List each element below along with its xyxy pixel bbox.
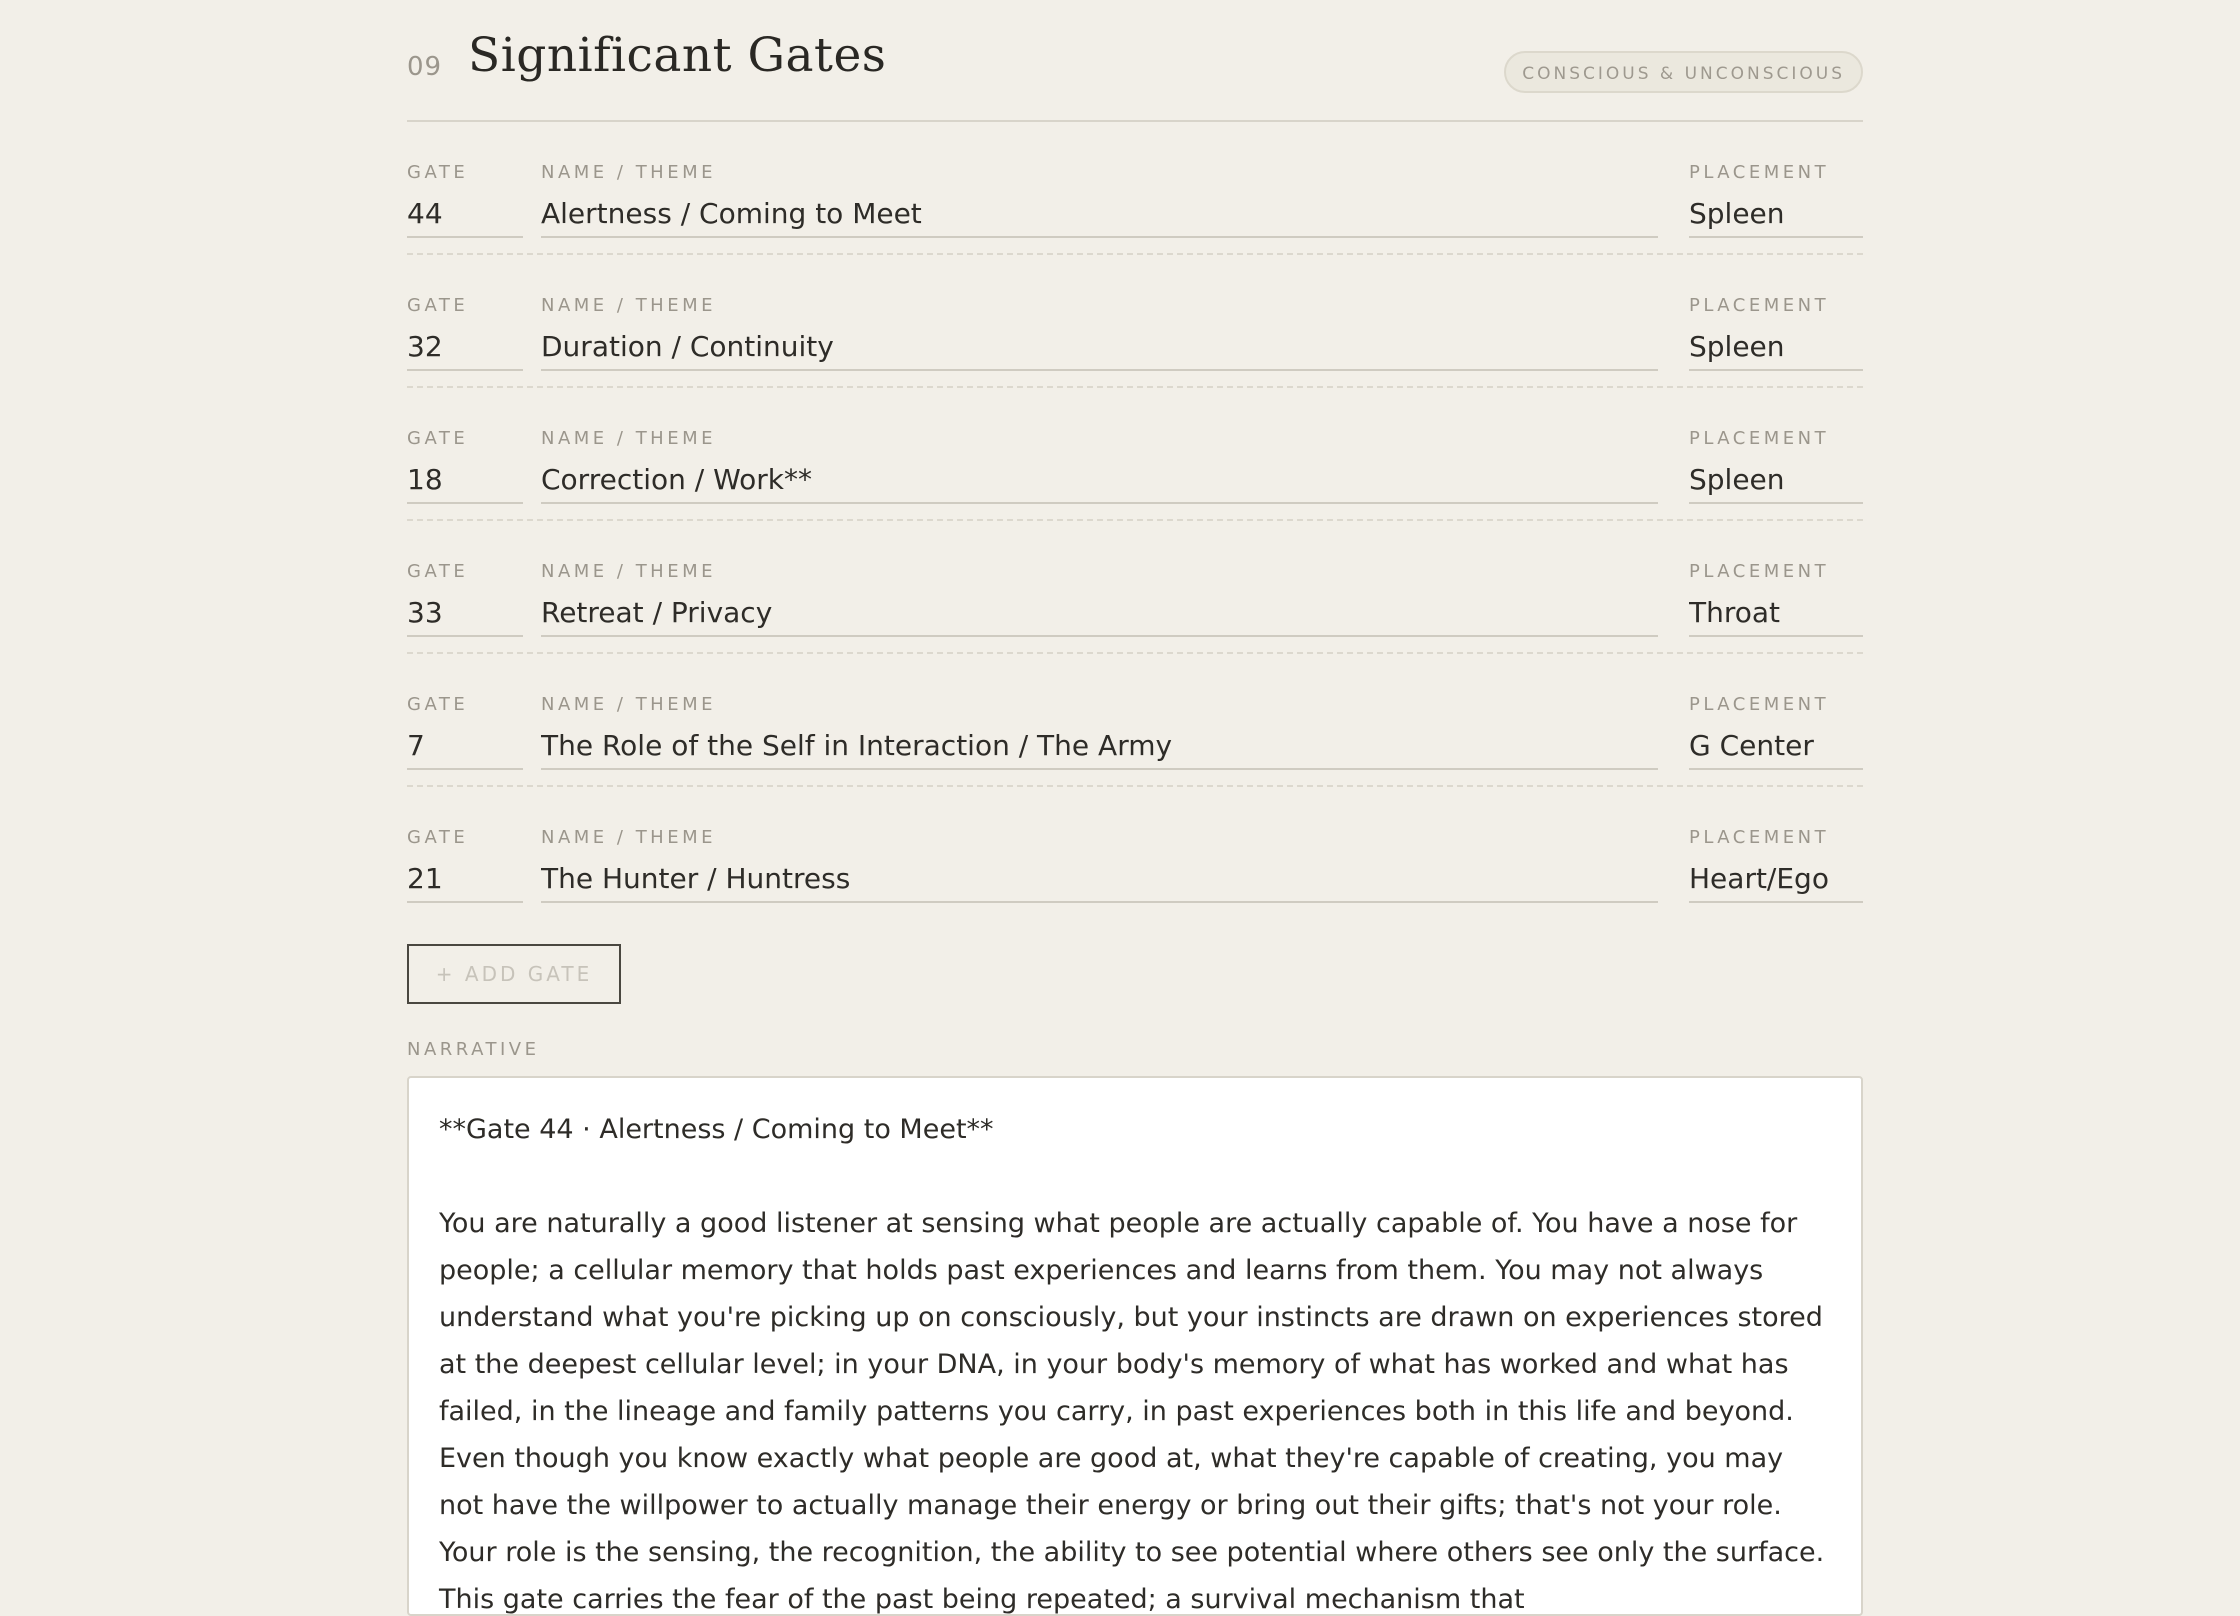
gate-row <box>407 255 1863 388</box>
narrative-label: NARRATIVE <box>407 1039 540 1060</box>
significant-gates-section <box>407 0 1863 1615</box>
gates-list <box>407 122 1863 918</box>
conscious-unconscious-badge: CONSCIOUS & UNCONSCIOUS <box>1504 51 1863 93</box>
name-theme-label: NAME / THEME <box>541 162 716 183</box>
section-header <box>407 0 1863 122</box>
name-theme-label: NAME / THEME <box>541 428 716 449</box>
gate-number-field[interactable]: 21 <box>407 857 523 903</box>
gate-number-field[interactable]: 44 <box>407 192 523 238</box>
name-theme-field[interactable]: Alertness / Coming to Meet <box>541 192 1658 238</box>
gate-label: GATE <box>407 428 469 449</box>
gate-row <box>407 654 1863 787</box>
gate-label: GATE <box>407 827 469 848</box>
name-theme-field[interactable]: Retreat / Privacy <box>541 591 1658 637</box>
gate-label: GATE <box>407 694 469 715</box>
name-theme-field[interactable]: Correction / Work** <box>541 458 1658 504</box>
add-gate-button[interactable]: + ADD GATE <box>407 944 621 1004</box>
narrative-body: You are naturally a good listener at sensing what people are actually capable of. You have a nose for people; a cellular memory that holds past experiences and learns from them. You may not always understand what you're picking up on consciously, but your instincts are drawn on experiences stored at the deepest cellular level; in your DNA, in your body's memory of what has worked and what has failed, in the lineage and family patterns you carry, in past experiences both in this life and beyond. Even though you know exactly what people are good at, what they're capable of creating, you may not have the willpower to actually manage their energy or bring out their gifts; that's not your role. Your role is the sensing, the recognition, the ability to see potential where others see only the surface. This gate carries the fear of the past being repeated; a survival mechanism that <box>439 1208 1825 1615</box>
section-title: Significant Gates <box>468 28 887 83</box>
narrative-heading: **Gate 44 · Alertness / Coming to Meet** <box>439 1114 994 1145</box>
section-number: 09 <box>407 52 443 82</box>
narrative-textarea[interactable] <box>407 1076 1863 1616</box>
name-theme-field[interactable]: The Role of the Self in Interaction / The Army <box>541 724 1658 770</box>
placement-label: PLACEMENT <box>1689 827 1830 848</box>
placement-label: PLACEMENT <box>1689 561 1830 582</box>
name-theme-label: NAME / THEME <box>541 561 716 582</box>
placement-label: PLACEMENT <box>1689 428 1830 449</box>
gate-row <box>407 122 1863 255</box>
name-theme-label: NAME / THEME <box>541 694 716 715</box>
gate-number-field[interactable]: 33 <box>407 591 523 637</box>
gate-row <box>407 787 1863 918</box>
placement-field[interactable]: Spleen <box>1689 325 1863 371</box>
gate-number-field[interactable]: 7 <box>407 724 523 770</box>
placement-field[interactable]: G Center <box>1689 724 1863 770</box>
placement-label: PLACEMENT <box>1689 162 1830 183</box>
placement-field[interactable]: Throat <box>1689 591 1863 637</box>
gate-label: GATE <box>407 561 469 582</box>
gate-label: GATE <box>407 162 469 183</box>
gate-row <box>407 388 1863 521</box>
placement-field[interactable]: Spleen <box>1689 192 1863 238</box>
name-theme-label: NAME / THEME <box>541 827 716 848</box>
placement-label: PLACEMENT <box>1689 295 1830 316</box>
name-theme-label: NAME / THEME <box>541 295 716 316</box>
placement-field[interactable]: Heart/Ego <box>1689 857 1863 903</box>
placement-field[interactable]: Spleen <box>1689 458 1863 504</box>
gate-row <box>407 521 1863 654</box>
gate-number-field[interactable]: 18 <box>407 458 523 504</box>
gate-label: GATE <box>407 295 469 316</box>
name-theme-field[interactable]: The Hunter / Huntress <box>541 857 1658 903</box>
name-theme-field[interactable]: Duration / Continuity <box>541 325 1658 371</box>
placement-label: PLACEMENT <box>1689 694 1830 715</box>
gate-number-field[interactable]: 32 <box>407 325 523 371</box>
